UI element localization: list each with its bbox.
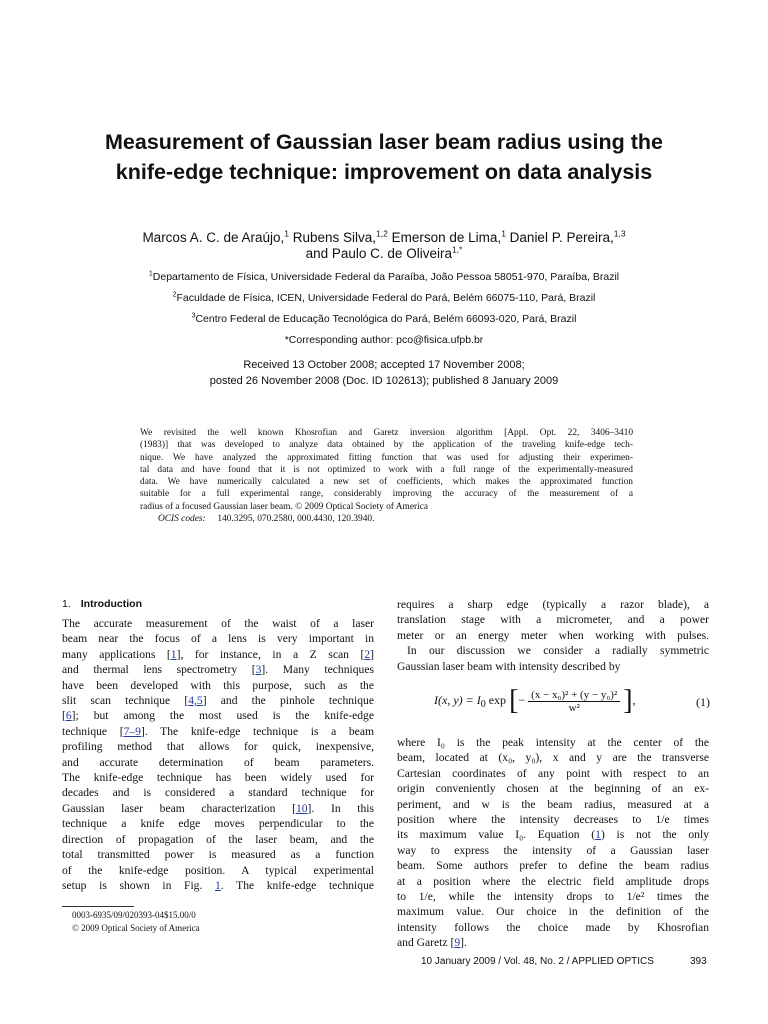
abstract-line: radius of a focused Gaussian laser beam. © 2009 Optical Society of America (140, 501, 429, 512)
text-line: Cartesian coordinates of any point with respect to an (397, 766, 709, 780)
author-affil-mark: 1,* (451, 244, 463, 255)
title-line-1: Measurement of Gaussian laser beam radius using the (105, 130, 663, 154)
dates-line-2: posted 26 November 2008 (Doc. ID 102613); published 8 January 2009 (209, 375, 559, 387)
text-line: translation stage with a micrometer, and a power (397, 613, 709, 627)
text-line: meter or an energy meter when working with pulses. (397, 628, 709, 642)
text-line: The knife-edge technique has been widely used for (62, 771, 374, 785)
author-name: Rubens Silva, (289, 230, 377, 245)
affiliation-text: Departamento de Física, Universidade Federal da Paraíba, João Pessoa 58051-970, Paraíba, Brazil (152, 271, 620, 283)
text-line: have been developed with this purpose, such as the (62, 678, 374, 692)
text-line: beam. Some authors prefer to define the beam radius (397, 859, 709, 873)
author-name: Daniel P. Pereira, (505, 230, 614, 245)
equation-subscript: 0 (480, 699, 486, 711)
abstract-line: data. We have numerically calculated a new set of coefficients, which makes the approximated function (140, 477, 633, 487)
equation-1 (430, 683, 730, 723)
abstract-line: We revisited the well known Khosrofian and Garetz inversion algorithm [Appl. Opt. 22, 3406–3410 (140, 428, 633, 438)
equation-exp: exp (485, 692, 507, 707)
equation-link[interactable]: 1 (595, 828, 601, 842)
author-name: Marcos A. C. de Araújo, (142, 230, 285, 245)
text-line: of the knife-edge position. A typical experimental (62, 863, 374, 877)
text-line: at a position where the electric field amplitude drops (397, 874, 709, 888)
text-line: decades and is considered a standard technique for (62, 786, 374, 800)
citation-link[interactable]: 2 (364, 647, 371, 661)
publication-dates (40, 357, 728, 389)
text-line: Gaussian laser beam characterization [10]. In this (62, 801, 375, 815)
equation-denominator: w² (568, 701, 580, 714)
citation-link[interactable]: 9 (454, 936, 461, 950)
text-line: where I₀ is the peak intensity at the center of the (397, 736, 709, 749)
text-line: intensity follows the choice made by Khosrofian (397, 920, 709, 934)
author-affil-mark: 1,3 (613, 228, 626, 239)
text-line: beam, located at (x₀, y₀), x and y are the transverse (397, 751, 709, 765)
text-line: beam near the focus of a lens is very important in (62, 632, 374, 646)
affiliation-text: Faculdade de Física, ICEN, Universidade Federal do Pará, Belém 66075-110, Pará, Brazil (176, 292, 596, 304)
section-number: 1. (62, 598, 71, 610)
abstract-line: suitable for a full experimental range, considerably improving the accuracy of the measurement of a (140, 489, 633, 500)
text-line: In our discussion we consider a radially symmetric (407, 644, 709, 658)
text-line: origin conveniently chosen at the beginning of an ex- (397, 782, 709, 796)
text-line: The accurate measurement of the waist of a laser (62, 617, 374, 630)
affiliation-mark: 3 (191, 312, 196, 320)
author-line-1 (40, 230, 728, 246)
citation-link[interactable]: 4,5 (188, 694, 203, 708)
footnote-divider (62, 906, 134, 907)
text-line: total transmitted power is measured as a function (62, 848, 374, 862)
text-line: way to express the intensity of a Gaussian laser (397, 843, 709, 857)
citation-link[interactable]: 1 (170, 647, 177, 661)
text-line: many applications [1], for instance, in a Z scan [2] (62, 647, 375, 661)
right-column-text-top (397, 597, 709, 674)
author-affil-mark: 1 (284, 228, 289, 239)
text-line: [6]; but among the most used is the knife-edge (62, 709, 374, 723)
ocis-label: OCIS codes: (158, 513, 206, 524)
journal-citation: 10 January 2009 / Vol. 48, No. 2 / APPLIED OPTICS (421, 956, 654, 967)
text-line: technique a knife edge moves perpendicular to the (62, 817, 374, 831)
abstract (140, 427, 633, 525)
article-title (40, 127, 728, 187)
affiliation-mark: 1 (148, 270, 153, 278)
citation-link[interactable]: 7–9 (123, 724, 141, 738)
text-line: to 1/e, while the intensity drops to 1/e² times the (397, 890, 709, 904)
abstract-line: (1983)] that was developed to analyze data obtained by the application of the traveling knife-edge tech- (140, 440, 633, 451)
equation-lhs: I(x, y) = I (434, 692, 481, 707)
text-line: position where the intensity decreases to 1/e times (397, 813, 709, 827)
page-number: 393 (690, 956, 707, 967)
footnote-copyright: © 2009 Optical Society of America (72, 923, 200, 933)
section-heading (62, 598, 142, 610)
text-line: slit scan technique [4,5] and the pinhole technique (62, 694, 374, 708)
abstract-body (140, 427, 633, 513)
equation-numerator: (x − x₀)² + (y − y₀)² (528, 689, 620, 702)
author-name: and Paulo C. de Oliveira (305, 246, 452, 261)
author-affil-mark: 1 (501, 228, 506, 239)
author-affil-mark: 1,2 (376, 228, 388, 239)
bracket-left: [ (509, 685, 519, 716)
text-line: maximum value. Our choice in the definition of the (397, 905, 709, 919)
text-line: its maximum value I₀. Equation (1) is not the only (397, 828, 709, 842)
footnote-code: 0003-6935/09/020393-04$15.00/0 (72, 910, 196, 920)
affiliation (40, 267, 728, 288)
equation-fraction (528, 689, 620, 714)
equation-number: (1) (696, 695, 710, 709)
text-line: and accurate determination of beam parameters. (62, 755, 374, 769)
right-column-text-bottom (397, 735, 709, 951)
corresponding-author (40, 330, 728, 351)
abstract-line: nique. We have analyzed the approximated fitting function that was used for adjusting their experimen- (140, 452, 633, 463)
text-line: requires a sharp edge (typically a razor blade), a (397, 598, 709, 611)
text-line: technique [7–9]. The knife-edge technique is a beam (62, 724, 374, 738)
section-title: Introduction (80, 598, 143, 610)
affiliation (40, 309, 728, 330)
ocis-codes: 140.3295, 070.2580, 000.4430, 120.3940. (217, 513, 375, 524)
text-line: and Garetz [9]. (397, 936, 467, 950)
ocis-line (140, 513, 633, 525)
text-line: periment, and w is the beam radius, measured at a (397, 797, 709, 811)
equation-body: I(x, $y) = I_0$ exp [− $\frac{\text{(x − x₀)² + (y − y₀)²}}{\text{w²}}$ ], (434, 685, 636, 716)
abstract-line: tal data and have found that it is not optimized to work with a full range of the experimentally-measured (140, 464, 633, 475)
affiliation (40, 288, 728, 309)
text-line: Gaussian laser beam with intensity described by (397, 659, 621, 673)
left-column-text (62, 616, 374, 893)
text-line: direction of propagation of the laser beam, and the (62, 832, 374, 846)
author-line-2 (40, 246, 728, 262)
text-line: and thermal lens spectrometry [3]. Many techniques (62, 663, 374, 677)
bracket-right: ] (623, 685, 633, 716)
citation-link[interactable]: 10 (295, 801, 308, 815)
affiliations (40, 267, 728, 351)
author-list (40, 230, 728, 262)
text-line: profiling method that allows for quick, inexpensive, (62, 740, 374, 754)
figure-link[interactable]: 1 (215, 878, 221, 892)
citation-link[interactable]: 3 (255, 663, 262, 677)
affiliation-text: Centro Federal de Educação Tecnológica do Pará, Belém 66093-020, Pará, Brazil (195, 313, 577, 325)
text-line: setup is shown in Fig. 1. The knife-edge technique (62, 878, 375, 892)
affiliation-mark: 2 (172, 291, 177, 299)
dates-line-1: Received 13 October 2008; accepted 17 November 2008; (243, 359, 525, 371)
copyright-footnote (72, 909, 200, 935)
title-line-2: knife-edge technique: improvement on data analysis (115, 160, 653, 184)
citation-link[interactable]: 6 (65, 709, 72, 723)
author-name: Emerson de Lima, (387, 230, 502, 245)
corresponding-author-text: *Corresponding author: pco@fisica.ufpb.br (284, 334, 484, 346)
